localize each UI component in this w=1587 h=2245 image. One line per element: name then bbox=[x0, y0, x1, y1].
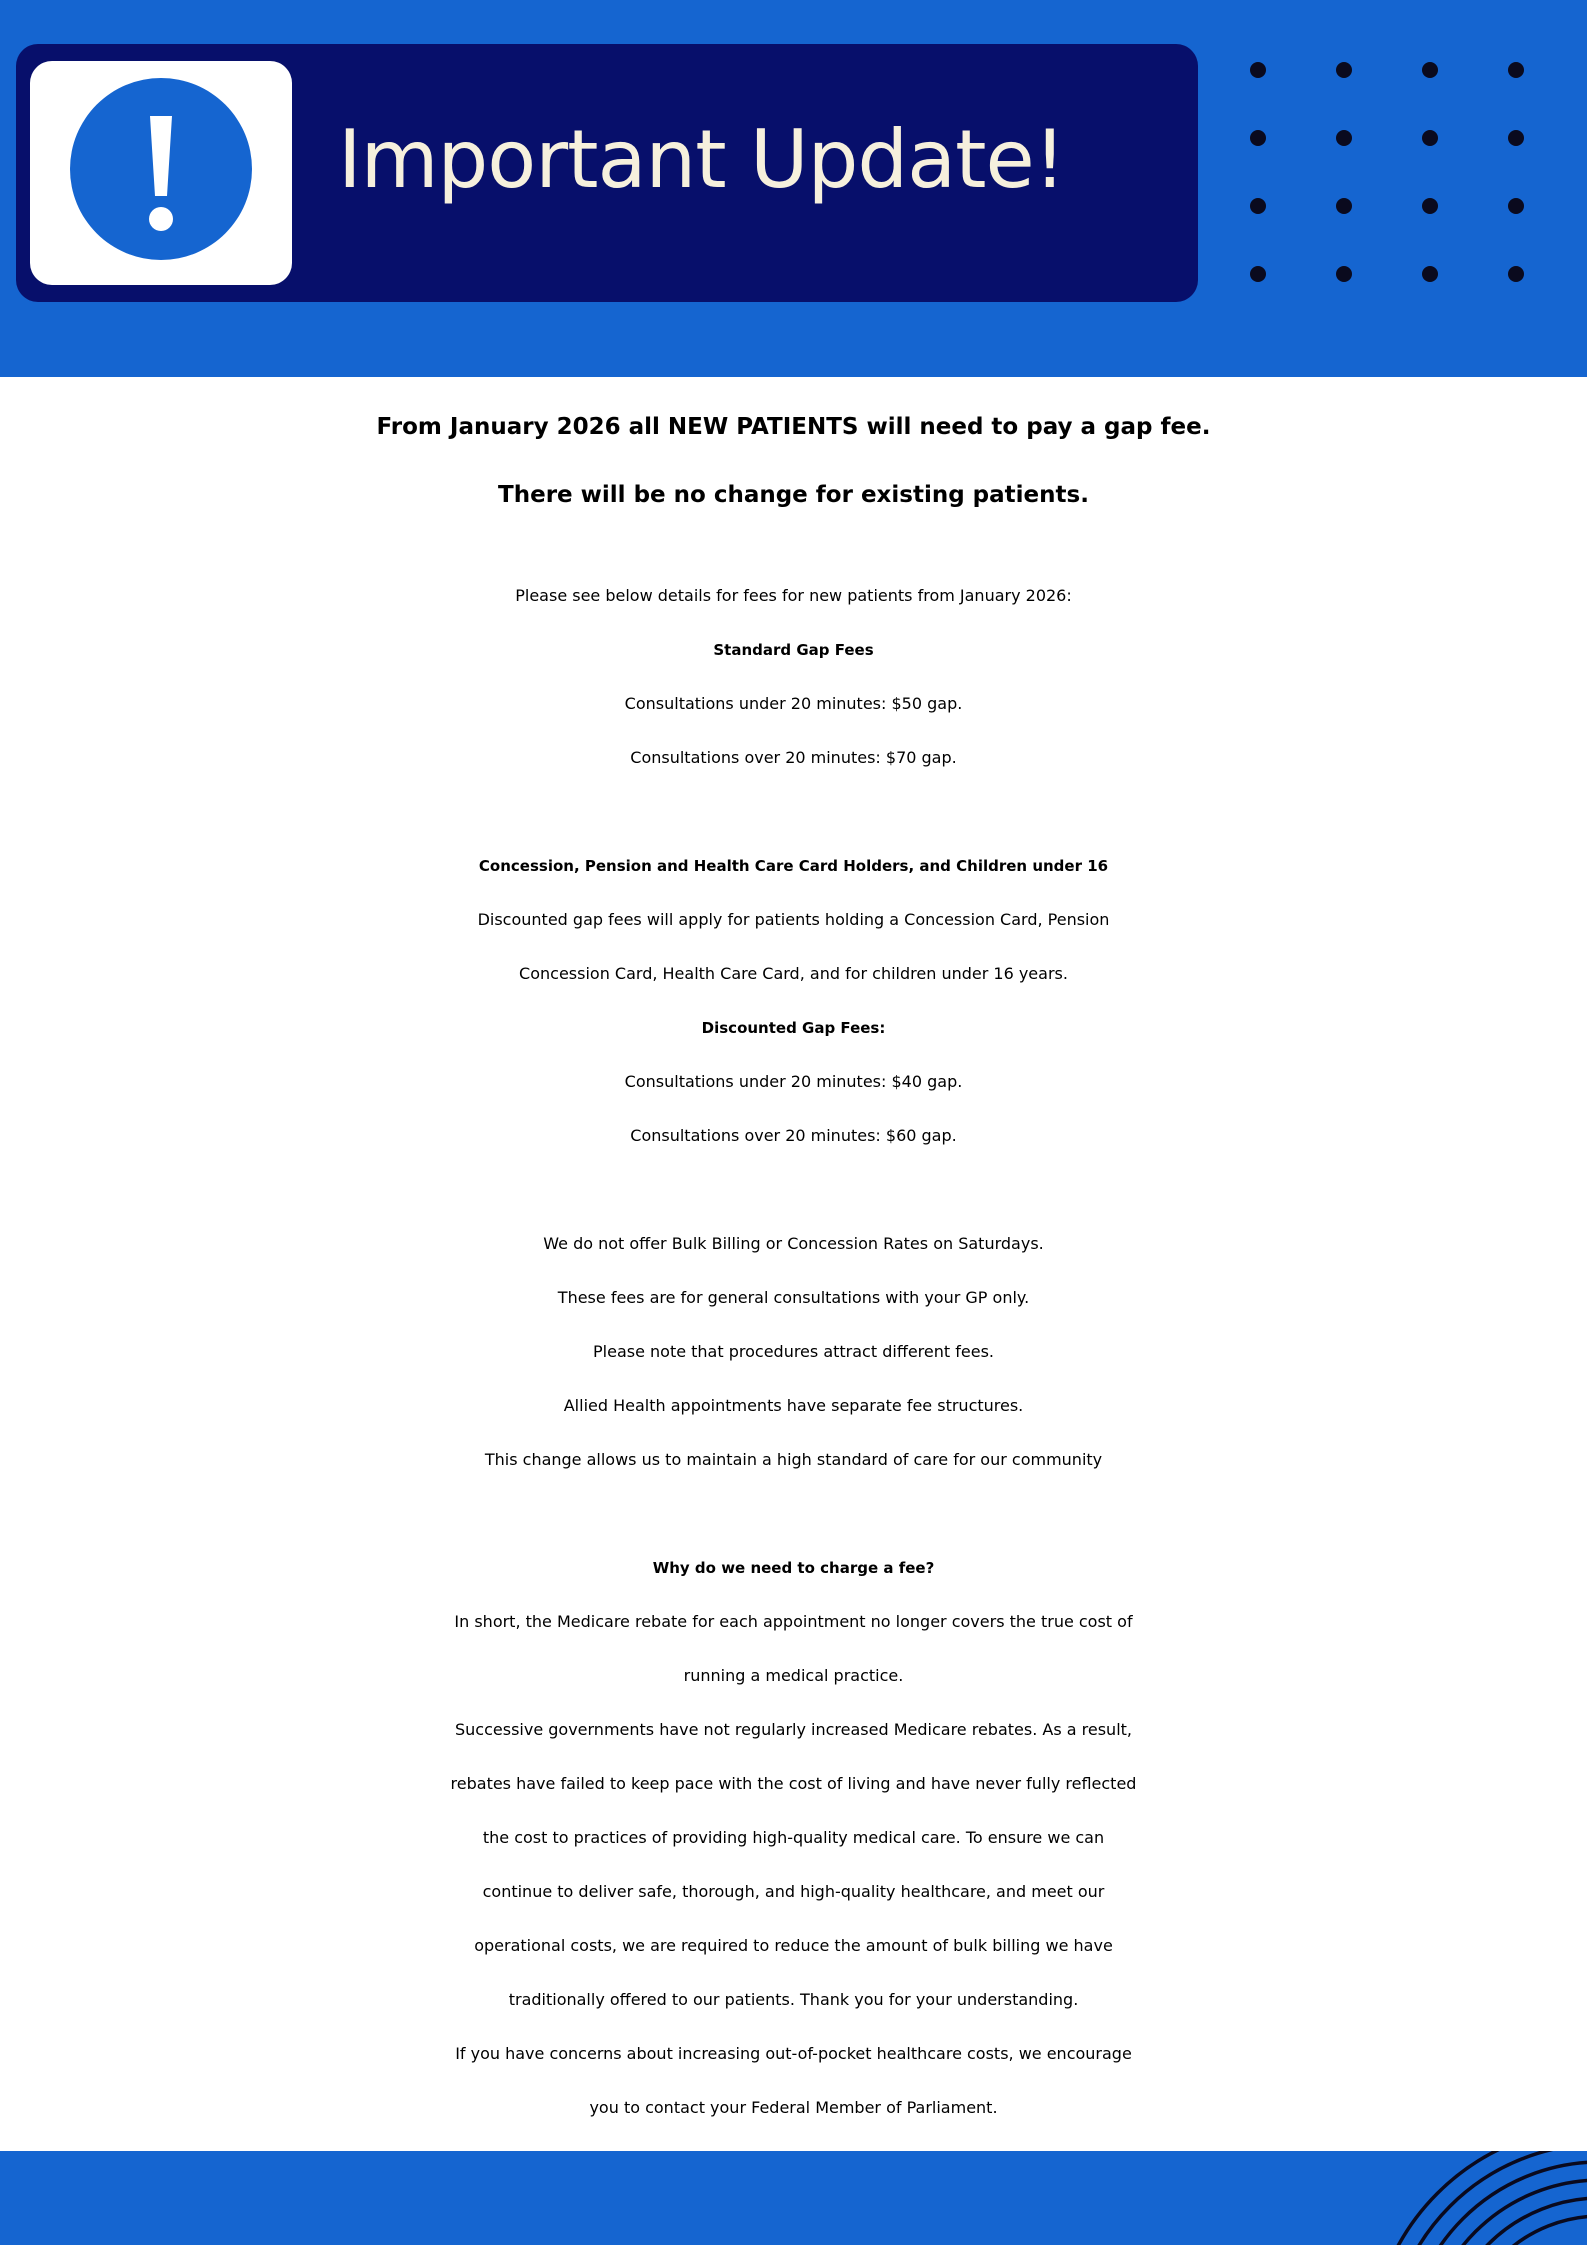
note-saturdays: We do not offer Bulk Billing or Concession Rates on Saturdays. bbox=[543, 1234, 1044, 1253]
concession-desc-2: Concession Card, Health Care Card, and for children under 16 years. bbox=[519, 964, 1068, 983]
why-line: traditionally offered to our patients. Thank you for your understanding. bbox=[508, 1990, 1079, 2009]
exclamation-circle-icon bbox=[70, 78, 252, 260]
why-line: the cost to practices of providing high-quality medical care. To ensure we can bbox=[482, 1828, 1105, 1847]
discounted-fee-over-20: Consultations over 20 minutes: $60 gap. bbox=[630, 1126, 957, 1145]
footer-band bbox=[0, 2151, 1587, 2245]
why-line: In short, the Medicare rebate for each appointment no longer covers the true cost of bbox=[454, 1612, 1133, 1631]
standard-fee-under-20: Consultations under 20 minutes: $50 gap. bbox=[624, 694, 963, 713]
why-line: continue to deliver safe, thorough, and high-quality healthcare, and meet our bbox=[482, 1882, 1105, 1901]
dot-grid-decoration bbox=[1230, 40, 1570, 300]
note-standard-of-care: This change allows us to maintain a high standard of care for our community bbox=[484, 1450, 1103, 1469]
headline-existing-patients: There will be no change for existing patients. bbox=[498, 482, 1089, 508]
intro-text: Please see below details for fees for new patients from January 2026: bbox=[515, 586, 1072, 605]
concentric-arcs-decoration bbox=[0, 2151, 1587, 2245]
why-line: rebates have failed to keep pace with the cost of living and have never fully reflected bbox=[450, 1774, 1137, 1793]
discounted-fees-heading: Discounted Gap Fees: bbox=[701, 1019, 886, 1037]
why-line: If you have concerns about increasing out-of-pocket healthcare costs, we encourage bbox=[455, 2044, 1132, 2063]
icon-box bbox=[30, 61, 292, 285]
discounted-fee-under-20: Consultations under 20 minutes: $40 gap. bbox=[624, 1072, 963, 1091]
page-title: Important Update! bbox=[338, 113, 1065, 206]
why-line: operational costs, we are required to reduce the amount of bulk billing we have bbox=[474, 1936, 1113, 1955]
standard-fees-heading: Standard Gap Fees bbox=[713, 641, 874, 659]
why-line: you to contact your Federal Member of Parliament. bbox=[589, 2098, 998, 2117]
why-line: running a medical practice. bbox=[683, 1666, 904, 1685]
headline-new-patients: From January 2026 all NEW PATIENTS will need to pay a gap fee. bbox=[376, 414, 1211, 440]
concession-desc-1: Discounted gap fees will apply for patients holding a Concession Card, Pension bbox=[477, 910, 1110, 929]
concession-heading: Concession, Pension and Health Care Card Holders, and Children under 16 bbox=[478, 857, 1109, 875]
note-general-consults: These fees are for general consultations with your GP only. bbox=[557, 1288, 1030, 1307]
standard-fee-over-20: Consultations over 20 minutes: $70 gap. bbox=[630, 748, 957, 767]
why-heading: Why do we need to charge a fee? bbox=[652, 1559, 935, 1577]
notice-body bbox=[0, 393, 1587, 2135]
note-allied-health: Allied Health appointments have separate fee structures. bbox=[563, 1396, 1024, 1415]
why-line: Successive governments have not regularly increased Medicare rebates. As a result, bbox=[455, 1720, 1132, 1739]
note-procedures: Please note that procedures attract different fees. bbox=[593, 1342, 994, 1361]
